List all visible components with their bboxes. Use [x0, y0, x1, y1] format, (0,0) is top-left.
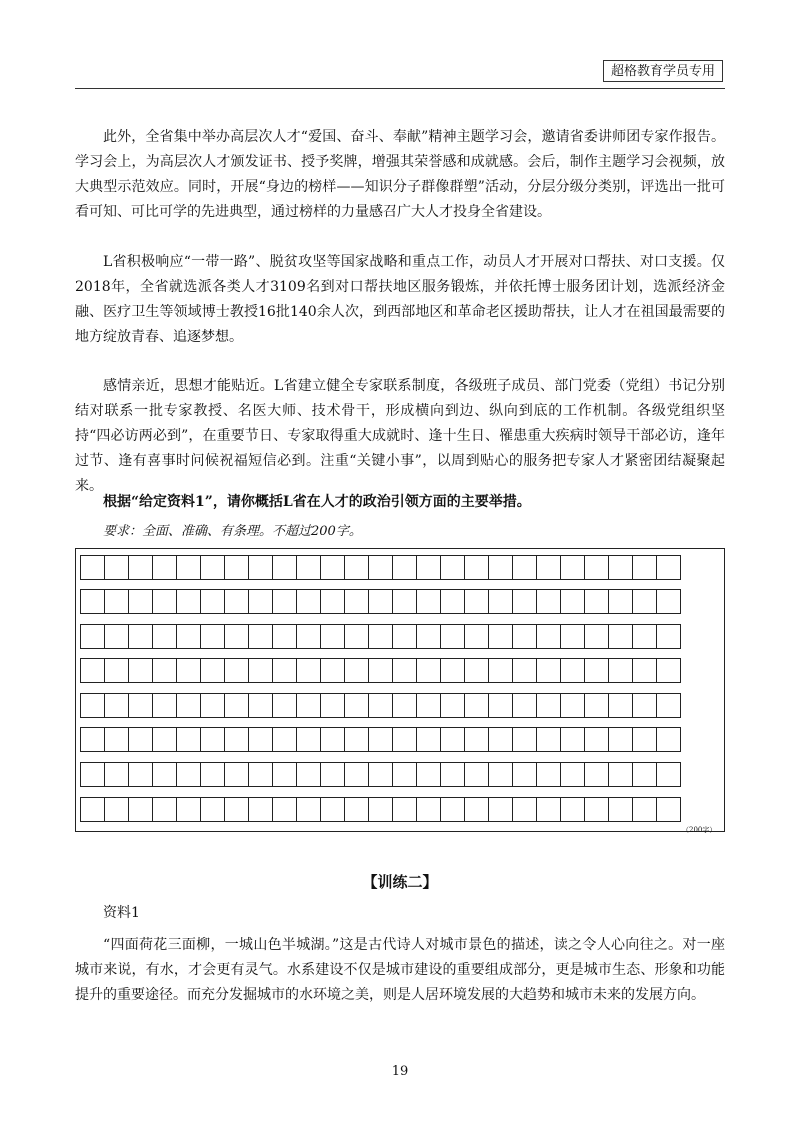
header-label: 超格教育学员专用 — [603, 60, 723, 82]
answer-grid-cell[interactable] — [560, 589, 585, 614]
answer-grid-cell[interactable] — [416, 589, 441, 614]
answer-grid-cell[interactable] — [344, 762, 369, 787]
answer-grid-cell[interactable] — [368, 555, 393, 580]
answer-grid-cell[interactable] — [344, 624, 369, 649]
answer-grid-cell[interactable] — [104, 589, 129, 614]
answer-grid-cell[interactable] — [296, 762, 321, 787]
answer-grid-cell[interactable] — [536, 589, 561, 614]
answer-grid-cell[interactable] — [464, 589, 489, 614]
answer-grid-cell[interactable] — [416, 555, 441, 580]
answer-grid-cell[interactable] — [368, 658, 393, 683]
answer-grid-cell[interactable] — [224, 797, 249, 822]
answer-grid-cell[interactable] — [656, 589, 681, 614]
answer-grid-cell[interactable] — [536, 727, 561, 752]
answer-grid-cell[interactable] — [656, 658, 681, 683]
answer-grid-cell[interactable] — [176, 589, 201, 614]
answer-grid-cell[interactable] — [608, 693, 633, 718]
answer-grid-cell[interactable] — [488, 555, 513, 580]
answer-grid-cell[interactable] — [632, 658, 657, 683]
answer-grid-cell[interactable] — [272, 589, 297, 614]
answer-grid-cell[interactable] — [464, 797, 489, 822]
answer-grid-cell[interactable] — [104, 624, 129, 649]
answer-grid-cell[interactable] — [200, 727, 225, 752]
answer-grid-cell[interactable] — [464, 658, 489, 683]
answer-grid-cell[interactable] — [320, 727, 345, 752]
answer-grid-cell[interactable] — [512, 797, 537, 822]
answer-grid-cell[interactable] — [104, 797, 129, 822]
answer-grid-row — [80, 797, 720, 822]
answer-grid[interactable] — [75, 548, 725, 832]
answer-grid-cell[interactable] — [152, 589, 177, 614]
answer-grid-cell[interactable] — [656, 727, 681, 752]
answer-grid-cell[interactable] — [464, 762, 489, 787]
answer-grid-cell[interactable] — [512, 693, 537, 718]
answer-grid-cell[interactable] — [632, 624, 657, 649]
answer-grid-cell[interactable] — [224, 762, 249, 787]
answer-grid-cell[interactable] — [440, 762, 465, 787]
answer-grid-cell[interactable] — [440, 727, 465, 752]
answer-grid-cell[interactable] — [392, 797, 417, 822]
answer-grid-cell[interactable] — [296, 624, 321, 649]
paragraph-1: 此外，全省集中举办高层次人才“爱国、奋斗、奉献”精神主题学习会，邀请省委讲师团专家作报告。学习会上，为高层次人才颁发证书、授予奖牌，增强其荣誉感和成就感。会后，制作主题学习会视频，放大典型示范效应。同时，开展“身边的榜样——知识分子群像群塑”活动，分层分级分类别，评选出一批可看可知、可比可学的先进典型，通过榜样的力量感召广大人才投身全省建设。 — [75, 129, 725, 220]
answer-grid-cell[interactable] — [296, 693, 321, 718]
answer-grid-cell[interactable] — [584, 658, 609, 683]
answer-grid-cell[interactable] — [464, 624, 489, 649]
answer-grid-cell[interactable] — [440, 797, 465, 822]
answer-grid-cell[interactable] — [200, 762, 225, 787]
answer-grid-cell[interactable] — [632, 589, 657, 614]
answer-grid-cell[interactable] — [152, 797, 177, 822]
answer-grid-cell[interactable] — [512, 658, 537, 683]
answer-grid-cell[interactable] — [416, 693, 441, 718]
answer-grid-cell[interactable] — [128, 693, 153, 718]
answer-grid-row — [80, 589, 720, 614]
answer-grid-cell[interactable] — [416, 727, 441, 752]
answer-grid-cell[interactable] — [248, 624, 273, 649]
paragraph-4: “四面荷花三面柳，一城山色半城湖。”这是古代诗人对城市景色的描述，读之令人心向往之。对一座城市来说，有水，才会更有灵气。水系建设不仅是城市建设的重要组成部分，更是城市生态、形象和功能提升的重要途径。而充分发掘城市的水环境之美，则是人居环境发展的大趋势和城市未来的发展方向。 — [75, 937, 725, 1003]
answer-grid-cell[interactable] — [584, 762, 609, 787]
answer-grid-cell[interactable] — [488, 797, 513, 822]
answer-grid-cell[interactable] — [416, 797, 441, 822]
answer-grid-cell[interactable] — [176, 555, 201, 580]
answer-grid-cell[interactable] — [128, 624, 153, 649]
answer-grid-row — [80, 762, 720, 787]
answer-grid-cell[interactable] — [440, 658, 465, 683]
answer-grid-cell[interactable] — [488, 762, 513, 787]
answer-grid-cell[interactable] — [296, 727, 321, 752]
answer-grid-cell[interactable] — [176, 762, 201, 787]
answer-grid-cell[interactable] — [344, 727, 369, 752]
answer-grid-cell[interactable] — [368, 727, 393, 752]
answer-grid-row — [80, 555, 720, 580]
answer-grid-cell[interactable] — [656, 555, 681, 580]
answer-grid-cell[interactable] — [176, 727, 201, 752]
answer-grid-cell[interactable] — [392, 624, 417, 649]
answer-grid-cell[interactable] — [584, 589, 609, 614]
answer-grid-cell[interactable] — [584, 797, 609, 822]
answer-grid-cell[interactable] — [488, 624, 513, 649]
answer-grid-cell[interactable] — [560, 555, 585, 580]
answer-grid-cell[interactable] — [632, 693, 657, 718]
answer-grid-cell[interactable] — [512, 624, 537, 649]
answer-grid-cell[interactable] — [128, 727, 153, 752]
answer-grid-cell[interactable] — [656, 693, 681, 718]
answer-grid-cell[interactable] — [608, 624, 633, 649]
answer-grid-cell[interactable] — [440, 555, 465, 580]
answer-grid-cell[interactable] — [464, 693, 489, 718]
answer-grid-cell[interactable] — [248, 658, 273, 683]
answer-grid-cell[interactable] — [200, 658, 225, 683]
answer-grid-cell[interactable] — [200, 797, 225, 822]
answer-grid-cell[interactable] — [608, 555, 633, 580]
answer-grid-cell[interactable] — [392, 555, 417, 580]
answer-grid-cell[interactable] — [440, 589, 465, 614]
answer-grid-cell[interactable] — [224, 555, 249, 580]
answer-grid-cell[interactable] — [80, 693, 105, 718]
answer-grid-cell[interactable] — [176, 693, 201, 718]
answer-grid-cell[interactable] — [80, 589, 105, 614]
answer-grid-cell[interactable] — [392, 658, 417, 683]
answer-grid-cell[interactable] — [632, 555, 657, 580]
answer-grid-cell[interactable] — [248, 727, 273, 752]
answer-grid-cell[interactable] — [560, 658, 585, 683]
answer-grid-cell[interactable] — [296, 797, 321, 822]
page-number: 19 — [391, 1064, 409, 1079]
answer-grid-cell[interactable] — [464, 727, 489, 752]
answer-grid-cell[interactable] — [608, 797, 633, 822]
answer-grid-cell[interactable] — [416, 624, 441, 649]
answer-grid-row — [80, 624, 720, 649]
answer-grid-cell[interactable] — [344, 555, 369, 580]
answer-grid-cell[interactable] — [176, 797, 201, 822]
answer-grid-cell[interactable] — [320, 589, 345, 614]
answer-grid-cell[interactable] — [248, 797, 273, 822]
answer-grid-cell[interactable] — [296, 658, 321, 683]
answer-grid-cell[interactable] — [416, 658, 441, 683]
answer-grid-cell[interactable] — [560, 624, 585, 649]
answer-grid-cell[interactable] — [128, 658, 153, 683]
answer-grid-cell[interactable] — [320, 693, 345, 718]
answer-grid-cell[interactable] — [152, 762, 177, 787]
answer-grid-cell[interactable] — [272, 624, 297, 649]
answer-grid-cell[interactable] — [584, 555, 609, 580]
answer-grid-cell[interactable] — [176, 624, 201, 649]
answer-grid-cell[interactable] — [200, 589, 225, 614]
section-title: 【训练二】 — [362, 873, 438, 891]
answer-grid-cell[interactable] — [632, 727, 657, 752]
answer-grid-cell[interactable] — [248, 555, 273, 580]
answer-grid-cell[interactable] — [200, 624, 225, 649]
answer-grid-cell[interactable] — [632, 762, 657, 787]
answer-grid-cell[interactable] — [152, 693, 177, 718]
answer-grid-row — [80, 658, 720, 683]
answer-grid-cell[interactable] — [656, 797, 681, 822]
answer-grid-cell[interactable] — [272, 727, 297, 752]
answer-grid-cell[interactable] — [224, 658, 249, 683]
answer-grid-cell[interactable] — [416, 762, 441, 787]
answer-grid-cell[interactable] — [104, 555, 129, 580]
answer-grid-cell[interactable] — [344, 693, 369, 718]
answer-grid-cell[interactable] — [296, 555, 321, 580]
answer-grid-cell[interactable] — [248, 762, 273, 787]
answer-grid-cell[interactable] — [536, 762, 561, 787]
answer-grid-cell[interactable] — [296, 589, 321, 614]
answer-grid-cell[interactable] — [344, 658, 369, 683]
answer-grid-cell[interactable] — [368, 693, 393, 718]
question-prompt: 根据“给定资料1”，请你概括L省在人才的政治引领方面的主要举措。 — [103, 494, 531, 510]
answer-grid-cell[interactable] — [392, 589, 417, 614]
answer-grid-cell[interactable] — [536, 797, 561, 822]
answer-grid-cell[interactable] — [200, 555, 225, 580]
answer-grid-cell[interactable] — [104, 727, 129, 752]
answer-grid-cell[interactable] — [560, 797, 585, 822]
word-count-label: （200字） — [682, 826, 717, 834]
answer-grid-cell[interactable] — [368, 589, 393, 614]
answer-grid-cell[interactable] — [272, 693, 297, 718]
answer-grid-cell[interactable] — [536, 555, 561, 580]
answer-grid-cell[interactable] — [104, 762, 129, 787]
answer-grid-cell[interactable] — [368, 797, 393, 822]
answer-grid-cell[interactable] — [152, 658, 177, 683]
answer-grid-cell[interactable] — [368, 624, 393, 649]
answer-requirement: 要求：全面、准确、有条理。不超过200字。 — [103, 524, 362, 539]
answer-grid-cell[interactable] — [464, 555, 489, 580]
answer-grid-cell[interactable] — [224, 589, 249, 614]
answer-grid-cell[interactable] — [152, 555, 177, 580]
answer-grid-cell[interactable] — [536, 658, 561, 683]
answer-grid-cell[interactable] — [488, 658, 513, 683]
answer-grid-cell[interactable] — [320, 555, 345, 580]
answer-grid-cell[interactable] — [488, 727, 513, 752]
answer-grid-cell[interactable] — [104, 693, 129, 718]
paragraph-3: 感情亲近，思想才能贴近。L省建立健全专家联系制度，各级班子成员、部门党委（党组）书记分别结对联系一批专家教授、名医大师、技术骨干，形成横向到边、纵向到底的工作机制。各级党组织坚持“四必访两必到”，在重要节日、专家取得重大成就时、逢十生日、罹患重大疾病时领导干部必访，逢年过节、逢有喜事时问候祝福短信必到。注重“关键小事”，以周到贴心的服务把专家人才紧密团结凝聚起来。 — [75, 378, 725, 494]
answer-grid-cell[interactable] — [80, 797, 105, 822]
answer-grid-cell[interactable] — [512, 727, 537, 752]
answer-grid-cell[interactable] — [440, 624, 465, 649]
answer-grid-cell[interactable] — [344, 589, 369, 614]
answer-grid-cell[interactable] — [272, 555, 297, 580]
answer-grid-cell[interactable] — [560, 693, 585, 718]
answer-grid-cell[interactable] — [80, 658, 105, 683]
answer-grid-cell[interactable] — [320, 797, 345, 822]
answer-grid-row — [80, 727, 720, 752]
answer-grid-cell[interactable] — [128, 589, 153, 614]
answer-grid-cell[interactable] — [656, 624, 681, 649]
answer-grid-cell[interactable] — [272, 762, 297, 787]
answer-grid-cell[interactable] — [584, 693, 609, 718]
answer-grid-cell[interactable] — [176, 658, 201, 683]
answer-grid-cell[interactable] — [152, 624, 177, 649]
answer-grid-cell[interactable] — [80, 762, 105, 787]
answer-grid-cell[interactable] — [536, 624, 561, 649]
answer-grid-cell[interactable] — [128, 555, 153, 580]
answer-grid-cell[interactable] — [320, 658, 345, 683]
answer-grid-cell[interactable] — [128, 797, 153, 822]
answer-grid-cell[interactable] — [104, 658, 129, 683]
answer-grid-cell[interactable] — [80, 624, 105, 649]
answer-grid-cell[interactable] — [272, 658, 297, 683]
answer-grid-cell[interactable] — [344, 797, 369, 822]
answer-grid-cell[interactable] — [656, 762, 681, 787]
source-label: 资料1 — [103, 905, 140, 921]
answer-grid-cell[interactable] — [224, 727, 249, 752]
answer-grid-cell[interactable] — [584, 624, 609, 649]
paragraph-2: L省积极响应“一带一路”、脱贫攻坚等国家战略和重点工作，动员人才开展对口帮扶、对口支援。仅2018年，全省就选派各类人才3109名到对口帮扶地区服务锻炼，并依托博士服务团计划，选派经济金融、医疗卫生等领域博士教授16批140余人次，到西部地区和革命老区援助帮扶，让人才在祖国最需要的地方绽放青春、追逐梦想。 — [75, 254, 725, 345]
answer-grid-cell[interactable] — [536, 693, 561, 718]
answer-grid-cell[interactable] — [608, 589, 633, 614]
header-divider — [75, 88, 725, 89]
answer-grid-cell[interactable] — [560, 762, 585, 787]
answer-grid-cell[interactable] — [248, 693, 273, 718]
answer-grid-cell[interactable] — [392, 762, 417, 787]
answer-grid-cell[interactable] — [608, 727, 633, 752]
answer-grid-cell[interactable] — [392, 693, 417, 718]
answer-grid-cell[interactable] — [512, 555, 537, 580]
answer-grid-cell[interactable] — [152, 727, 177, 752]
answer-grid-cell[interactable] — [584, 727, 609, 752]
answer-grid-cell[interactable] — [224, 693, 249, 718]
answer-grid-cell[interactable] — [368, 762, 393, 787]
answer-grid-cell[interactable] — [80, 555, 105, 580]
answer-grid-cell[interactable] — [440, 693, 465, 718]
answer-grid-row — [80, 693, 720, 718]
answer-grid-cell[interactable] — [488, 693, 513, 718]
answer-grid-cell[interactable] — [224, 624, 249, 649]
answer-grid-cell[interactable] — [320, 762, 345, 787]
answer-grid-cell[interactable] — [128, 762, 153, 787]
answer-grid-cell[interactable] — [512, 762, 537, 787]
answer-grid-cell[interactable] — [272, 797, 297, 822]
answer-grid-cell[interactable] — [632, 797, 657, 822]
answer-grid-cell[interactable] — [488, 589, 513, 614]
answer-grid-cell[interactable] — [200, 693, 225, 718]
answer-grid-cell[interactable] — [392, 727, 417, 752]
answer-grid-cell[interactable] — [608, 658, 633, 683]
answer-grid-cell[interactable] — [80, 727, 105, 752]
answer-grid-cell[interactable] — [248, 589, 273, 614]
answer-grid-cell[interactable] — [320, 624, 345, 649]
answer-grid-cell[interactable] — [512, 589, 537, 614]
answer-grid-cell[interactable] — [560, 727, 585, 752]
answer-grid-cell[interactable] — [608, 762, 633, 787]
